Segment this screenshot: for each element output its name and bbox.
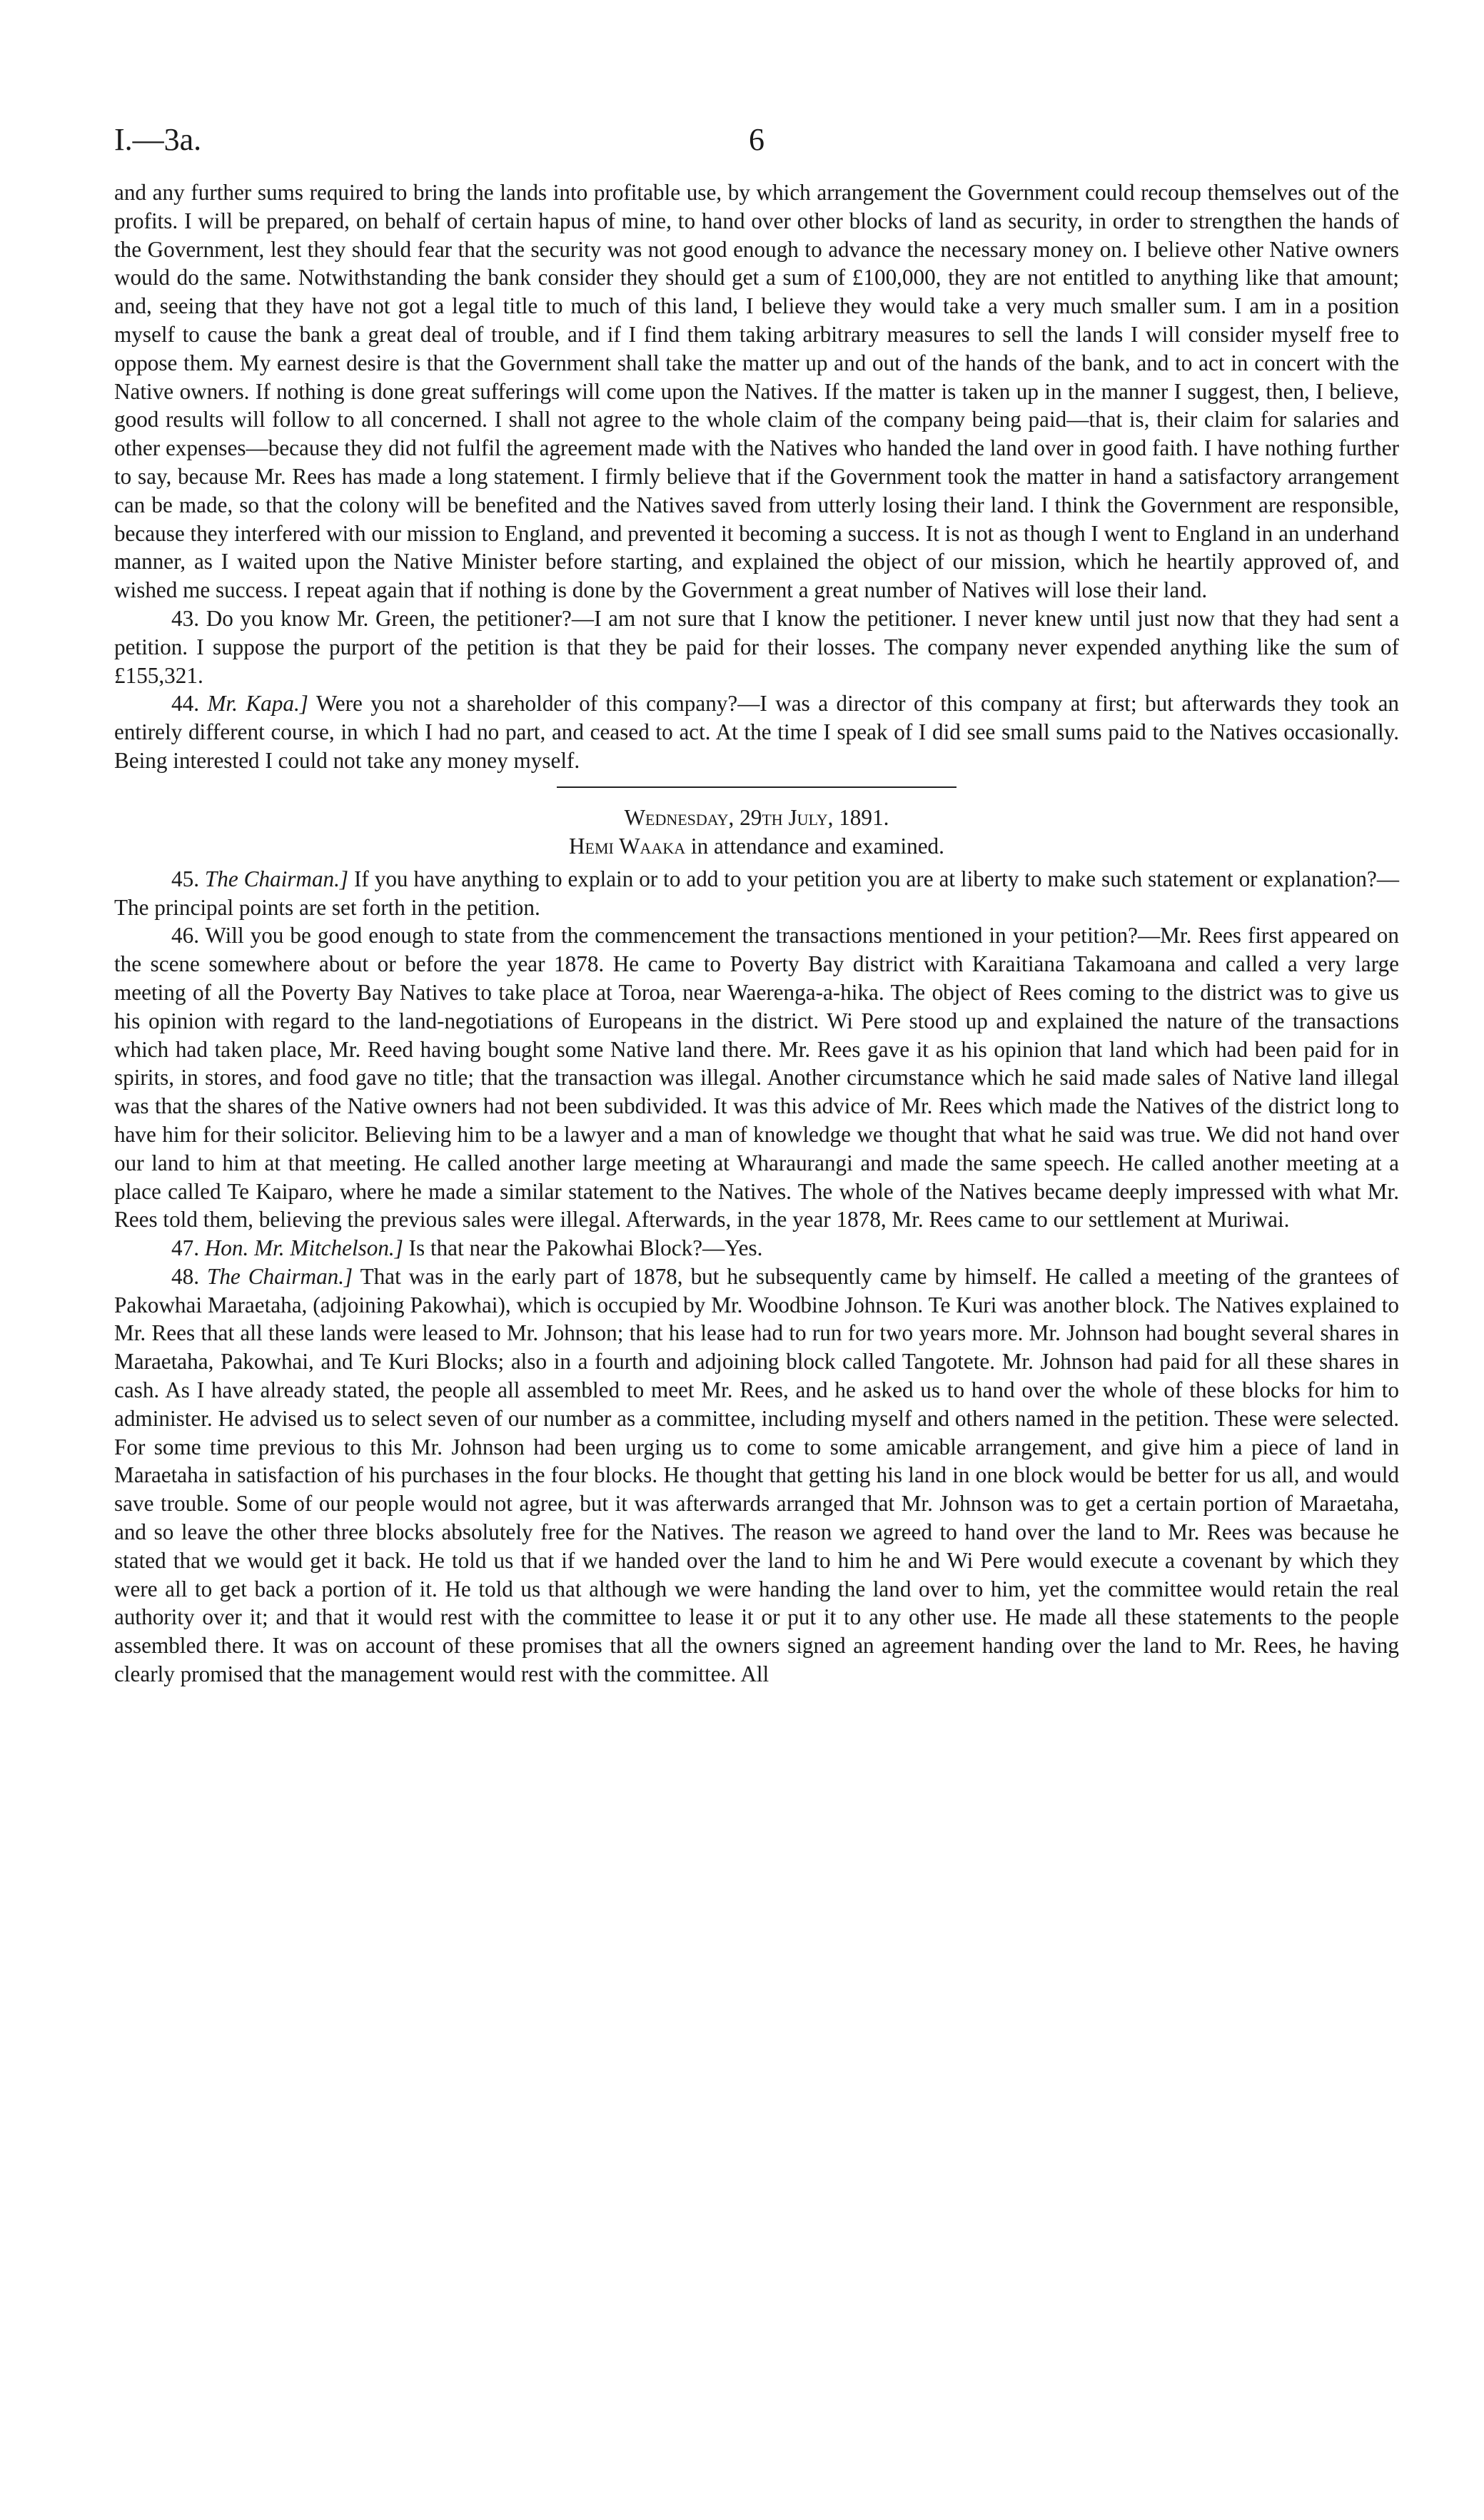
question-text: Were you not a shareholder of this company?—I was a director of this company at first; but afterwards they took an entirely different course, in which I had no part, and ceased to act. At the time I speak of I did see small sums paid to the Natives occasionally. Being interested I could not take any money myself. bbox=[114, 691, 1400, 773]
question-44-paragraph bbox=[114, 689, 1399, 774]
speaker-name: The Chairman.] bbox=[204, 866, 349, 891]
document-reference: I.—3a. bbox=[114, 122, 202, 157]
continued-paragraph: and any further sums required to bring the lands into profitable use, by which arrangement the Government could recoup themselves out of the profits. I will be prepared, on behalf of certain hapus of mine, to hand over other blocks of land as security, in order to strengthen the hands of the Government, lest they should fear that the security was not good enough to advance the necessary money on. I believe other Native owners would do the same. Notwithstanding the bank consider they should get a sum of £100,000, they are not entitled to anything like that amount; and, seeing that they have not got a legal title to much of this land, I believe they would take a very much smaller sum. I am in a position myself to cause the bank a great deal of trouble, and if I find them taking arbitrary measures to sell the lands I will consider myself free to oppose them. My earnest desire is that the Government shall take the matter up and out of the hands of the bank, and to act in concert with the Native owners. If nothing is done great sufferings will come upon the Natives. If the matter is taken up in the manner I suggest, then, I believe, good results will follow to all concerned. I shall not agree to the whole claim of the company being paid—that is, their claim for salaries and other expenses—because they did not fulfil the agreement made with the Natives who handed the land over in good faith. I have nothing further to say, because Mr. Rees has made a long statement. I firmly believe that if the Government took the matter in hand a satisfactory arrangement can be made, so that the colony will be benefited and the Natives saved from utterly losing their land. I think the Government are responsible, because they interfered with our mission to England, and prevented it becoming a success. It is not as though I went to England in an underhand manner, as I waited upon the Native Minister before starting, and explained the object of our mission, which he heartily approved of, and wished me success. I repeat again that if nothing is done by the Government a great number of Natives will lose their land. bbox=[114, 180, 1399, 603]
question-number: 44. bbox=[171, 691, 199, 717]
page-header bbox=[114, 121, 1399, 171]
question-number: 48. bbox=[171, 1263, 199, 1289]
witness-status: in attendance and examined. bbox=[690, 833, 944, 859]
page-number: 6 bbox=[749, 122, 764, 157]
page-body bbox=[114, 178, 1399, 1689]
speaker-name: The Chairman.] bbox=[206, 1263, 353, 1289]
speaker-name: Mr. Kapa.] bbox=[207, 691, 308, 717]
question-number: 45. bbox=[171, 866, 199, 891]
witness-name: Hemi Waaka bbox=[569, 833, 686, 859]
question-43-paragraph: 43. Do you know Mr. Green, the petitioner?—I am not sure that I know the petitioner. I never knew until just now that they had sent a petition. I suppose the purport of the petition is that they be paid for their losses. The company never expended anything like the sum of £155,321. bbox=[114, 605, 1399, 688]
witness-line bbox=[114, 832, 1399, 861]
speaker-name: Hon. Mr. Mitchelson.] bbox=[204, 1235, 403, 1261]
question-text: That was in the early part of 1878, but he subsequently came by himself. He called a meeting of the grantees of Pakowhai Maraetaha, (adjoining Pakowhai), which is occupied by Mr. Woodbine Johnson. Te Kuri was another block. The Natives explained to Mr. Rees that all these lands were leased to Mr. Johnson; that his lease had to run for two years more. Mr. Johnson had bought several shares in Maraetaha, Pakowhai, and Te Kuri Blocks; also in a fourth and adjoining block called Tangotete. Mr. Johnson had paid for all these shares in cash. As I have already stated, the people all assembled to meet Mr. Rees, and he asked us to hand over the whole of these blocks for him to administer. He advised us to select seven of our number as a committee, including myself and others named in the petition. These were selected. For some time previous to this Mr. Johnson had been urging us to come to some amicable arrangement, and give him a piece of land in Maraetaha in satisfaction of his purchases in the four blocks. He thought that getting his land in one block would be better for us all, and would save trouble. Some of our people would not agree, but it was afterwards arranged that Mr. Johnson was to get a certain portion of Maraetaha, and so leave the other three blocks absolutely free for the Natives. The reason we agreed to hand over the land to Mr. Rees was because he stated that we would get it back. He told us that if we handed over the land to him he and Wi Pere would execute a covenant by which they were all to get back a portion of it. He told us that although we were handing the land over to him, yet the committee would retain the real authority over it; and that it would rest with the committee to lease it or put it to any other use. He made all these statements to the people assembled there. It was on account of these promises that all the owners signed an agreement handing over the land to Mr. Rees, he having clearly promised that the management would rest with the committee. All bbox=[114, 1263, 1400, 1687]
question-46-paragraph: 46. Will you be good enough to state from the commencement the transactions mentioned in your petition?—Mr. Rees first appeared on the scene somewhere about or before the year 1878. He came to Poverty Bay district with Karaitiana Takamoana and called a very large meeting of all the Poverty Bay Natives to take place at Toroa, near Waerenga-a-hika. The object of Rees coming to the district was to give us his opinion with regard to the land-negotiations of Europeans in the district. Wi Pere stood up and explained the nature of the transactions which had taken place, Mr. Reed having bought some Native land there. Mr. Rees gave it as his opinion that land which had been paid for in spirits, in stores, and food gave no title; that the transaction was illegal. Another circumstance which he said made sales of Native land illegal was that the shares of the Native owners had not been subdivided. It was this advice of Mr. Rees which made the Natives of the district long to have him for their solicitor. Believing him to be a lawyer and a man of knowledge we thought that what he said was true. We did not hand over our land to him at that meeting. He called another large meeting at Wharaurangi and made the same speech. He called another meeting at a place called Te Kaiparo, where he made a similar statement to the Natives. The whole of the Natives became deeply impressed with what Mr. Rees told them, believing the previous sales were illegal. Afterwards, in the year 1878, Mr. Rees came to our settlement at Muriwai. bbox=[114, 923, 1399, 1233]
question-47-paragraph bbox=[114, 1234, 1399, 1262]
session-date: Wednesday, 29th July, 1891. bbox=[624, 804, 889, 830]
document-page bbox=[114, 121, 1399, 1689]
question-text: Is that near the Pakowhai Block?—Yes. bbox=[408, 1235, 763, 1261]
section-divider bbox=[557, 786, 956, 788]
question-text: If you have anything to explain or to add to your petition you are at liberty to make such statement or explanation?—The principal points are set forth in the petition. bbox=[114, 866, 1400, 920]
question-48-paragraph bbox=[114, 1262, 1399, 1689]
question-number: 47. bbox=[171, 1235, 199, 1261]
question-45-paragraph bbox=[114, 865, 1399, 922]
